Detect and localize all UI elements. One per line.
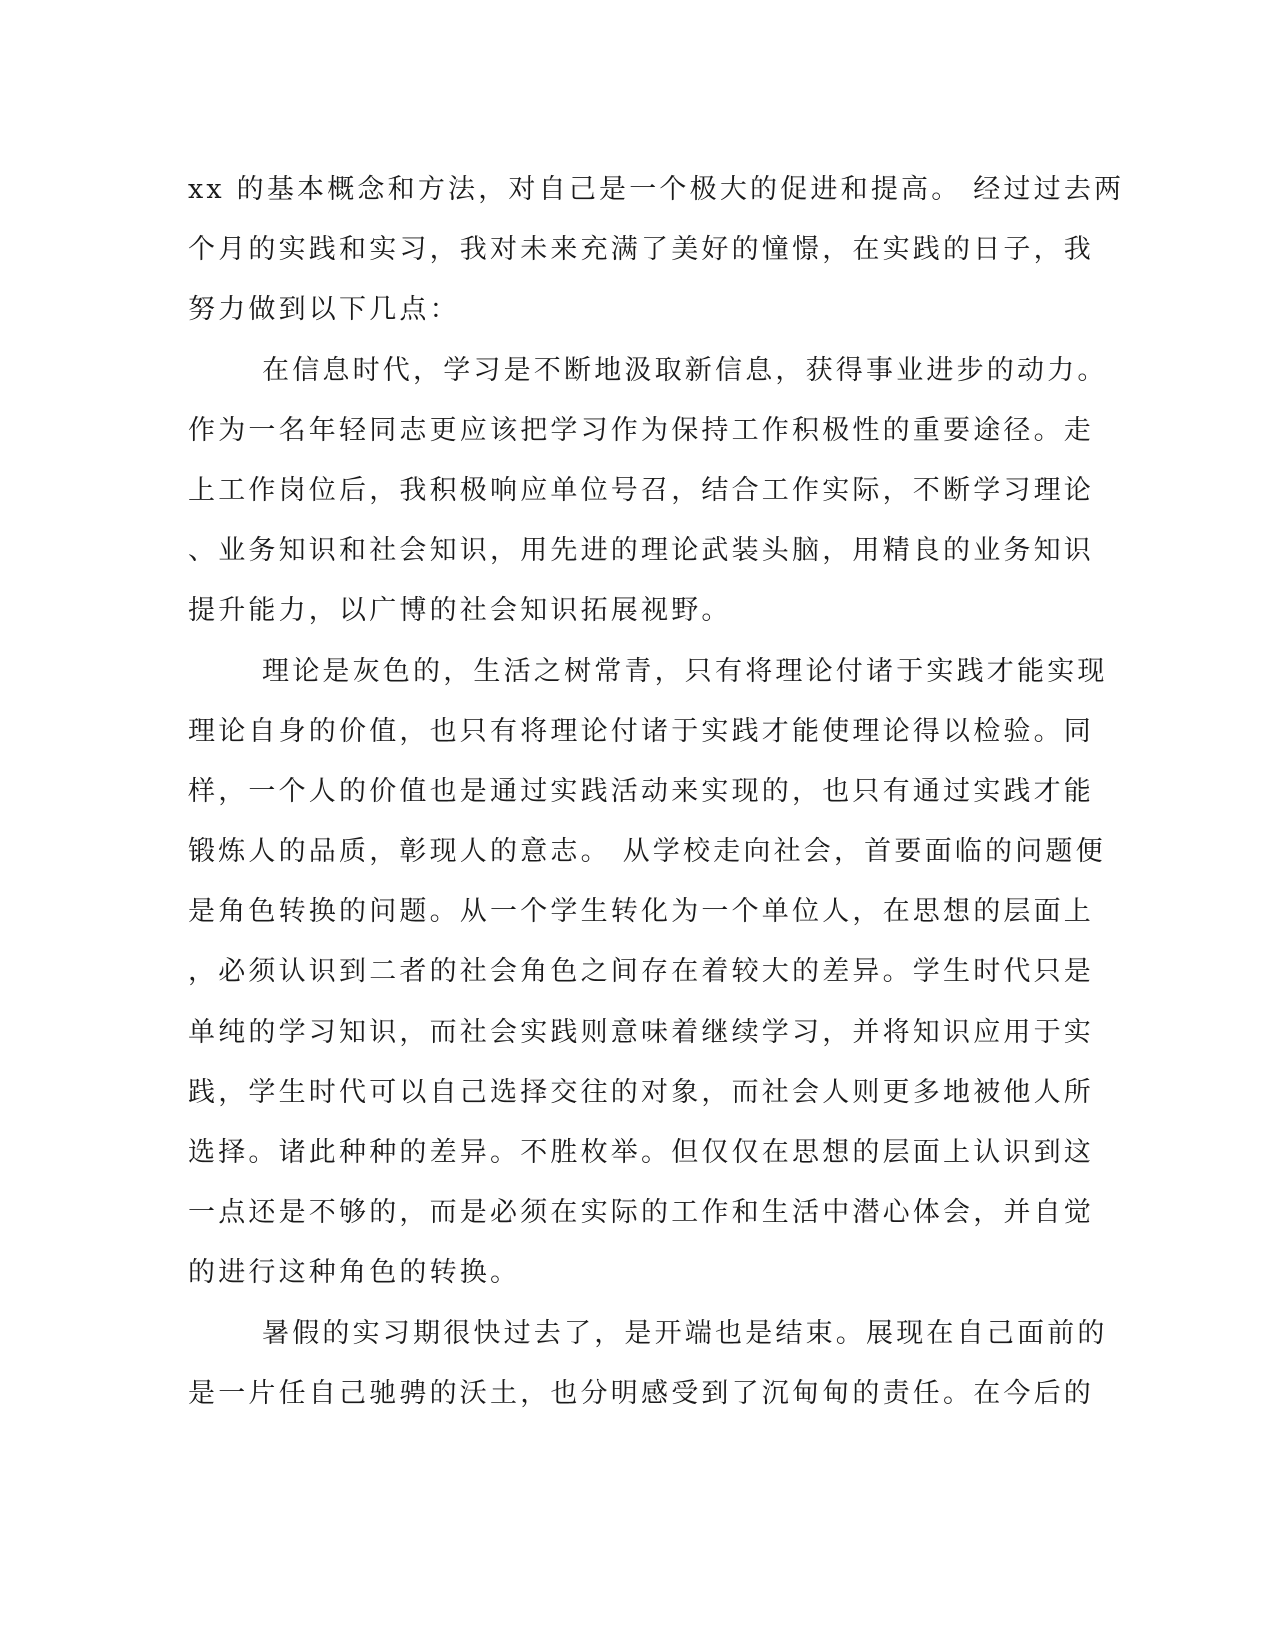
text-line: 、业务知识和社会知识，用先进的理论武装头脑，用精良的业务知识 — [188, 535, 1094, 567]
text-line: 努力做到以下几点： — [188, 294, 460, 326]
text-line: 是一片任自己驰骋的沃土，也分明感受到了沉甸甸的责任。在今后的 — [188, 1377, 1094, 1409]
text-line: 单纯的学习知识，而社会实践则意味着继续学习，并将知识应用于实 — [188, 1016, 1094, 1048]
text-line: 践，学生时代可以自己选择交往的对象，而社会人则更多地被他人所 — [188, 1076, 1094, 1108]
text-line: 锻炼人的品质，彰现人的意志。 从学校走向社会，首要面临的问题便 — [188, 836, 1106, 868]
document-body — [188, 160, 1125, 1424]
text-line: 的进行这种角色的转换。 — [188, 1257, 521, 1289]
paragraph-first-line: 暑假的实习期很快过去了，是开端也是结束。展现在自己面前的 — [262, 1317, 1108, 1349]
text-line: 上工作岗位后，我积极响应单位号召，结合工作实际，不断学习理论 — [188, 474, 1094, 506]
paragraph-first-line: 理论是灰色的，生活之树常青，只有将理论付诸于实践才能实现 — [262, 655, 1108, 687]
text-line: 作为一名年轻同志更应该把学习作为保持工作积极性的重要途径。走 — [188, 414, 1094, 446]
text-line: 个月的实践和实习，我对未来充满了美好的憧憬，在实践的日子，我 — [188, 234, 1094, 266]
text-line: 一点还是不够的，而是必须在实际的工作和生活中潜心体会，并自觉 — [188, 1197, 1094, 1229]
text-line: 样，一个人的价值也是通过实践活动来实现的，也只有通过实践才能 — [188, 775, 1094, 807]
paragraph-first-line: 在信息时代，学习是不断地汲取新信息，获得事业进步的动力。 — [262, 354, 1108, 386]
text-line: ，必须认识到二者的社会角色之间存在着较大的差异。学生时代只是 — [188, 956, 1094, 988]
text-line: 提升能力，以广博的社会知识拓展视野。 — [188, 595, 732, 627]
text-line: 选择。诸此种种的差异。不胜枚举。但仅仅在思想的层面上认识到这 — [188, 1137, 1094, 1168]
text-line: 理论自身的价值，也只有将理论付诸于实践才能使理论得以检验。同 — [188, 715, 1094, 747]
text-line: xx 的基本概念和方法，对自己是一个极大的促进和提高。 经过过去两 — [188, 174, 1125, 205]
text-line: 是角色转换的问题。从一个学生转化为一个单位人，在思想的层面上 — [188, 896, 1094, 928]
